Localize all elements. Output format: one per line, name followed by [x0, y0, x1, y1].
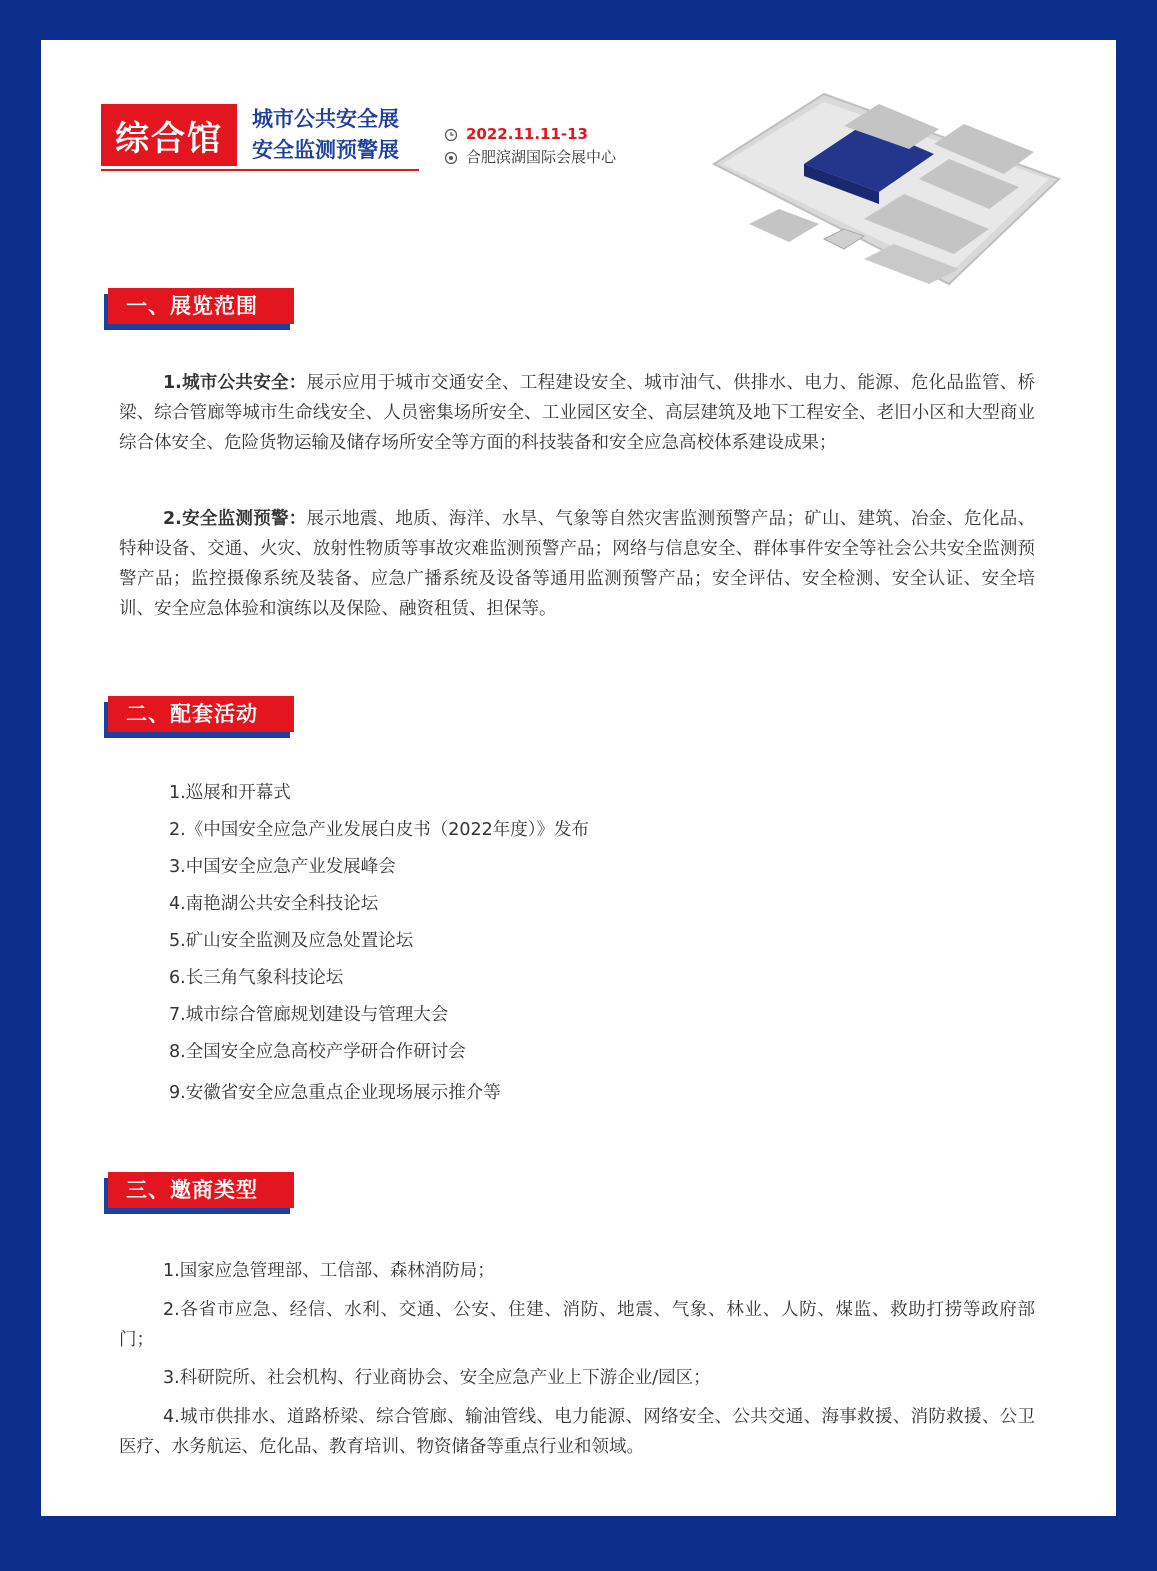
list-item: 6.长三角气象科技论坛	[169, 968, 344, 988]
scope-label-2: 2.安全监测预警：	[163, 509, 307, 529]
header-underline	[101, 169, 419, 171]
exhibition-title-1: 城市公共安全展	[252, 107, 399, 131]
scope-text-1: 展示应用于城市交通安全、工程建设安全、城市油气、供排水、电力、能源、危化品监管、桥梁、综合管廊等城市生命线安全、人员密集场所安全、工业园区安全、高层建筑及地下工程安全、老旧小区和大型商业综合体安全、危险货物运输及储存场所安全等方面的科技装备和安全应急高校体系建设成果；	[119, 373, 1036, 453]
section-header-scope: 一、展览范围	[104, 288, 294, 326]
exhibition-titles	[252, 104, 399, 166]
section-header-invite: 三、邀商类型	[104, 1172, 294, 1210]
scope-text-2: 展示地震、地质、海洋、水旱、气象等自然灾害监测预警产品；矿山、建筑、冶金、危化品、特种设备、交通、火灾、放射性物质等事故灾难监测预警产品；网络与信息安全、群体事件安全等社会公共安全监测预警产品；监控摄像系统及装备、应急广播系统及设备等通用监测预警产品；安全评估、安全检测、安全认证、安全培训、安全应急体验和演练以及保险、融资租赁、担保等。	[119, 509, 1036, 619]
list-item: 7.城市综合管廊规划建设与管理大会	[169, 1005, 449, 1025]
list-item: 3.中国安全应急产业发展峰会	[169, 857, 396, 877]
section-header-activities: 二、配套活动	[104, 696, 294, 734]
invite-item-1: 1.国家应急管理部、工信部、森林消防局；	[163, 1261, 495, 1281]
list-item: 5.矿山安全监测及应急处置论坛	[169, 931, 414, 951]
invite-item-4: 4.城市供排水、道路桥梁、综合管廊、输油管线、电力能源、网络安全、公共交通、海事救援、消防救援、公卫医疗、水务航运、危化品、教育培训、物资储备等重点行业和领域。	[119, 1407, 1035, 1457]
venue-map-illustration	[704, 84, 1064, 294]
event-meta	[444, 123, 616, 169]
list-item: 4.南艳湖公共安全科技论坛	[169, 894, 379, 914]
list-item: 2.《中国安全应急产业发展白皮书（2022年度）》发布	[169, 820, 589, 840]
activities-list	[169, 775, 589, 1112]
hall-badge: 综合馆	[101, 104, 237, 166]
event-venue: 合肥滨湖国际会展中心	[466, 148, 617, 166]
invite-item-3: 3.科研院所、社会机构、行业商协会、安全应急产业上下游企业/园区；	[163, 1368, 711, 1388]
scope-label-1: 1.城市公共安全：	[163, 373, 307, 393]
scope-paragraph-1	[119, 368, 1035, 458]
invite-item-2: 2.各省市应急、经信、水利、交通、公安、住建、消防、地震、气象、林业、人防、煤监、救助打捞等政府部门；	[119, 1300, 1035, 1350]
event-date: 2022.11.11-13	[466, 125, 588, 143]
list-item: 8.全国安全应急高校产学研合作研讨会	[169, 1042, 466, 1062]
list-item: 9.安徽省安全应急重点企业现场展示推介等	[169, 1083, 501, 1103]
brochure-page	[41, 40, 1116, 1516]
location-pin-icon	[444, 151, 458, 165]
scope-paragraph-2	[119, 504, 1035, 624]
clock-icon	[444, 128, 458, 142]
list-item: 1.巡展和开幕式	[169, 783, 291, 803]
exhibition-title-2: 安全监测预警展	[252, 138, 399, 162]
